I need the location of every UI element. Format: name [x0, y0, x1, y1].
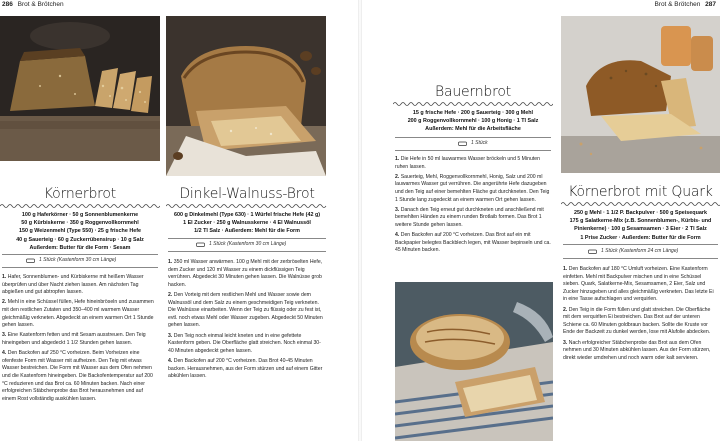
photo-koernerbrot-quark-art	[561, 16, 720, 173]
photo-dinkel-walnuss	[166, 16, 326, 176]
loaf-icon	[588, 249, 597, 254]
yield-info	[458, 140, 488, 146]
photo-bauernbrot-art	[395, 282, 553, 441]
section-title-right: Brot & Brötchen	[654, 1, 701, 8]
ingredient-line: 175 g Salatkerne-Mix (z.B. Sonnenblumen-, Kürbis- und	[569, 218, 712, 225]
ingredient-line: 1 Prise Zucker · Außerdem: Butter für die Form	[580, 234, 701, 241]
recipe-title: Bauernbrot	[434, 84, 511, 100]
divider	[168, 251, 326, 252]
ingredient-line: Außerdem: Mehl für die Arbeitsfläche	[425, 126, 521, 133]
ingredient-line: 250 g Mehl · 1 1/2 P. Backpulver · 500 g Speisequark	[574, 210, 707, 216]
ingredients-block	[393, 109, 553, 134]
step: 4. Den Backofen auf 200 °C vorheizen. Das Brot auf ein mit Backpapier belegtes Backblech legen, mit Wasser bepinseln und ca. 45 Minuten backen.	[395, 232, 551, 254]
wavy-divider	[393, 101, 553, 107]
divider	[2, 254, 158, 255]
ingredient-line: 1 El Zucker · 250 g Walnusskerne · 4 El Walnussöl	[183, 220, 311, 227]
wavy-divider	[166, 203, 328, 209]
yield-info	[588, 248, 678, 254]
ingredients-block	[166, 211, 328, 236]
step: 2. Den Vorteig mit dem restlichen Mehl und Wasser sowie dem Walnussöl und dem Salz zu einem geschmeidigen Teig verkneten. Die Walnüsse einarbeiten. Wenn der Teig zu flüssig oder zu fest ist, evtl. noch etwas Mehl oder Wasser zugeben. Abgedeckt 50 Minuten gehen lassen.	[168, 291, 323, 329]
divider	[563, 258, 718, 259]
instructions	[395, 156, 551, 258]
yield-info	[196, 241, 286, 247]
instructions	[2, 274, 158, 406]
photo-koernerbrot	[0, 16, 160, 161]
page-number-right: 287	[705, 1, 716, 8]
step: 3. Eine Kastenform fetten und mit Sesam ausstreuen. Den Teig hineingeben und abgedeckt 1 1/2 Stunden gehen lassen.	[2, 332, 146, 346]
step: 4. Den Backofen auf 250 °C vorheizen. Beim Vorheizen eine ofenfeste Form mit Wasser mit aufheizen. Den Teig mit etwas Wasser bestreichen. Die Form mit Wasser aus dem Ofen nehmen und die Kastenform hineingeben. Die Backofentemperatur auf 200 °C reduzieren und das Brot ca. 60 Minuten backen. Nach einer erfolgreichen Stäbchenprobe das Brot herausnehmen und auf einem Rost vollständig auskühlen lassen.	[2, 350, 153, 402]
loaf-icon	[26, 258, 35, 263]
yield-text: 1 Stück (Kastenform 30 cm Länge)	[209, 241, 287, 247]
divider	[563, 244, 718, 245]
page-header-left	[2, 0, 64, 9]
divider	[2, 267, 158, 268]
step: 1. Den Backofen auf 180 °C Umluft vorheizen. Eine Kastenform einfetten. Mehl mit Backpulver mischen und in eine Schüssel sieben. Quark, Salatkerne-Mix, Sesamsamen, 2 Eier, Salz und Zucker hinzugeben und alles gleichmäßig verkneten. Das letzte Ei in eine Tasse aufschlagen und verquirlen.	[563, 266, 714, 303]
loaf-icon	[458, 141, 467, 146]
photo-dinkel-walnuss-art	[166, 16, 326, 176]
step: 2. Den Teig in die Form füllen und glatt streichen. Die Oberfläche mit dem verquirlten Ei bestreichen. Das Brot auf der unteren Schiene ca. 60 Minuten goldbraun backen. Sollte die Kruste vor Ende der Backzeit zu dunkel werden, lose mit Alufolie abdecken.	[563, 306, 711, 336]
section-title-left: Brot & Brötchen	[17, 1, 64, 8]
ingredient-line: 150 g Weizenmehl (Type 550) · 25 g frische Hefe	[18, 228, 142, 235]
ingredient-line: 50 g Kürbiskerne · 350 g Roggenvollkornmehl	[21, 220, 139, 227]
photo-koernerbrot-art	[0, 16, 160, 161]
yield-info	[26, 257, 116, 263]
recipe-title: Dinkel-Walnuss-Brot	[179, 186, 315, 202]
recipe-title: Körnerbrot mit Quark	[568, 184, 713, 200]
photo-bauernbrot	[395, 282, 553, 441]
step: 1. Die Hefe in 50 ml lauwarmes Wasser bröckeln und 5 Minuten ruhen lassen.	[395, 156, 540, 170]
yield-text: 1 Stück (Kastenform 24 cm Länge)	[601, 248, 679, 254]
page-header-right	[654, 0, 716, 9]
step: 2. Sauerteig, Mehl, Roggenvollkornmehl, Honig, Salz und 200 ml lauwarmes Wasser gut verrühren. Die angerührte Hefe dazugeben und den Teig auf einer bemehlten Fläche gut durchkneten. Den Teig 1 Stunde lang zugedeckt an einem warmen Ort gehen lassen.	[395, 173, 550, 203]
step: 3. Den Teig noch einmal leicht kneten und in eine gefettete Kastenform geben. Die Oberfläche glatt streichen. Noch einmal 30-40 Minuten abgedeckt gehen lassen.	[168, 332, 321, 354]
recipe-title: Körnerbrot	[43, 186, 117, 202]
ingredient-line: 600 g Dinkelmehl (Type 630) · 1 Würfel frische Hefe (42 g)	[173, 212, 321, 218]
instructions	[563, 266, 718, 365]
wavy-divider	[0, 203, 160, 209]
step: 3. Nach erfolgreicher Stäbchenprobe das Brot aus dem Ofen nehmen und 30 Minuten abkühlen lassen. Aus der Form stürzen, direkt wieder umdrehen und noch warm oder kalt servieren.	[563, 339, 711, 361]
divider	[395, 150, 551, 151]
ingredient-line: 100 g Haferkörner · 50 g Sonnenblumenkerne	[21, 212, 139, 218]
step: 2. Mehl in eine Schüssel füllen, Hefe hineinbröseln und zusammen mit den restlichen Zutaten und 350–400 ml warmem Wasser gleichmäßig verkneten. Abgedeckt an einem warmen Ort 1 Stunde gehen lassen.	[2, 299, 154, 329]
step: 3. Danach den Teig erneut gut durchkneten und anschließend mit bemehlten Händen zu einem runden Brotlaib formen. Das Brot 1 weitere Stunde gehen lassen.	[395, 206, 544, 228]
step: 1. Hafer, Sonnenblumen- und Kürbiskerne mit heißem Wasser überprüfen und über Nacht ziehen lassen. Am nächsten Tag abgießen und gut abtropfen lassen.	[2, 274, 144, 296]
divider	[168, 238, 326, 239]
ingredient-line: Außerdem: Butter für die Form · Sesam	[29, 244, 131, 251]
page-number-left: 286	[2, 1, 13, 8]
wavy-divider	[561, 201, 720, 207]
ingredient-line: 40 g Sauerteig · 60 g Zuckerrübensirup · 10 g Salz	[16, 236, 144, 243]
ingredient-line: Pinienkerne) · 100 g Sesamsamen · 3 Eier · 2 Tl Salz	[574, 226, 707, 233]
instructions	[168, 259, 326, 383]
ingredients-block	[0, 211, 160, 252]
loaf-icon	[196, 242, 205, 247]
book-gutter	[358, 0, 362, 441]
photo-koernerbrot-quark	[561, 16, 720, 173]
ingredient-line: 200 g Roggenvollkornmehl · 100 g Honig · 1 Tl Salz	[407, 118, 539, 125]
yield-text: 1 Stück	[471, 140, 488, 146]
step: 1. 350 ml Wasser anwärmen. 100 g Mehl mit der zerbröselten Hefe, dem Zucker und 120 ml Wasser zu einem dickflüssigen Teig verrühren. Abgedeckt 30 Minuten gehen lassen. Die Walnüsse grob hacken.	[168, 259, 323, 288]
divider	[395, 137, 551, 138]
yield-text: 1 Stück (Kastenform 30 cm Länge)	[39, 257, 117, 263]
step: 4. Den Backofen auf 200 °C vorheizen. Das Brot 40-45 Minuten backen. Herausnehmen, aus der Form stürzen und auf einem Gitter abkühlen lassen.	[168, 357, 323, 380]
ingredient-line: 1/2 Tl Salz · Außerdem: Mehl für die Form	[194, 228, 300, 235]
ingredient-line: 15 g frische Hefe · 200 g Sauerteig · 300 g Mehl	[412, 110, 534, 116]
ingredients-block	[561, 209, 720, 242]
